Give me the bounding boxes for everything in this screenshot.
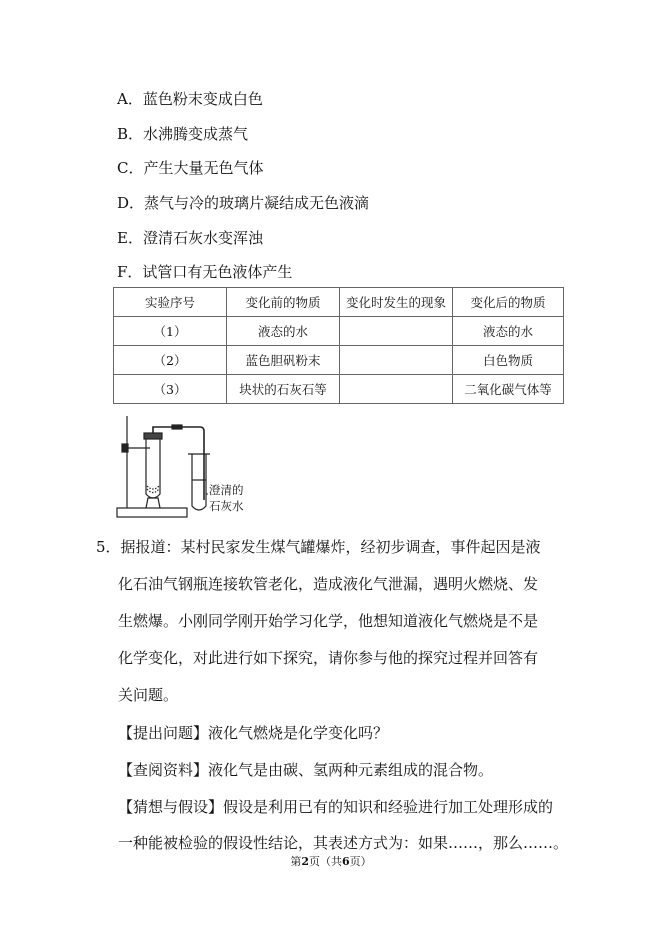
section-ask-question: 【提出问题】液化气燃烧是化学变化吗？	[118, 724, 389, 742]
question-5-line-1: 5．据报道：某村民家发生煤气罐爆炸，经初步调查，事件起因是液	[96, 538, 541, 556]
stopper	[144, 433, 162, 439]
page-number: 2	[301, 855, 309, 868]
table-cell: 液态的水	[453, 317, 564, 346]
table-cell: 液态的水	[227, 317, 340, 346]
table-cell	[340, 346, 453, 375]
section-hypothesis: 【猜想与假设】假设是利用已有的知识和经验进行加工处理形成的	[118, 798, 554, 816]
page-footer: 第2页（共6页）	[290, 855, 372, 868]
table-header: 变化时发生的现象	[340, 288, 453, 317]
apparatus-diagram	[112, 414, 262, 522]
option-d: D．蒸气与冷的玻璃片凝结成无色液滴	[117, 194, 370, 212]
table-cell	[340, 317, 453, 346]
table-cell: 块状的石灰石等	[227, 375, 340, 404]
table-cell: 二氧化碳气体等	[453, 375, 564, 404]
option-e: E．澄清石灰水变浑浊	[117, 229, 263, 247]
stand-base	[117, 508, 187, 517]
option-f: F．试管口有无色液体产生	[117, 263, 293, 281]
table-cell: 蓝色胆矾粉末	[227, 346, 340, 375]
table-cell: （3）	[114, 375, 227, 404]
option-b: B．水沸腾变成蒸气	[117, 125, 249, 143]
table-header: 实验序号	[114, 288, 227, 317]
table-header: 变化前的物质	[227, 288, 340, 317]
option-a: A．蓝色粉末变成白色	[117, 90, 263, 108]
table-cell: （2）	[114, 346, 227, 375]
limewater-label-line2: 石灰水	[209, 499, 244, 513]
table-cell	[340, 375, 453, 404]
question-5-line-3: 生燃爆。小刚同学刚开始学习化学，他想知道液化气燃烧是不是	[118, 612, 539, 630]
table-header-row	[114, 288, 564, 317]
table-row	[114, 375, 564, 404]
table-row	[114, 346, 564, 375]
experiment-table	[113, 287, 564, 404]
table-row	[114, 317, 564, 346]
limewater-label-line1: 澄清的	[209, 483, 244, 497]
question-5-line-5: 关问题。	[118, 686, 179, 704]
section-consult-data: 【查阅资料】液化气是由碳、氢两种元素组成的混合物。	[118, 761, 494, 779]
section-hypothesis-cont: 一种能被检验的假设性结论，其表述方式为：如果……，那么……。	[118, 834, 569, 852]
table-cell: 白色物质	[453, 346, 564, 375]
question-5-line-2: 化石油气钢瓶连接软管老化，造成液化气泄漏，遇明火燃烧、发	[118, 575, 539, 593]
burner	[146, 498, 160, 508]
option-c: C．产生大量无色气体	[117, 159, 264, 177]
table-header: 变化后的物质	[453, 288, 564, 317]
table-cell: （1）	[114, 317, 227, 346]
question-5-line-4: 化学变化，对此进行如下探究，请你参与他的探究过程并回答有	[118, 649, 539, 667]
page-total: 6	[342, 855, 350, 868]
